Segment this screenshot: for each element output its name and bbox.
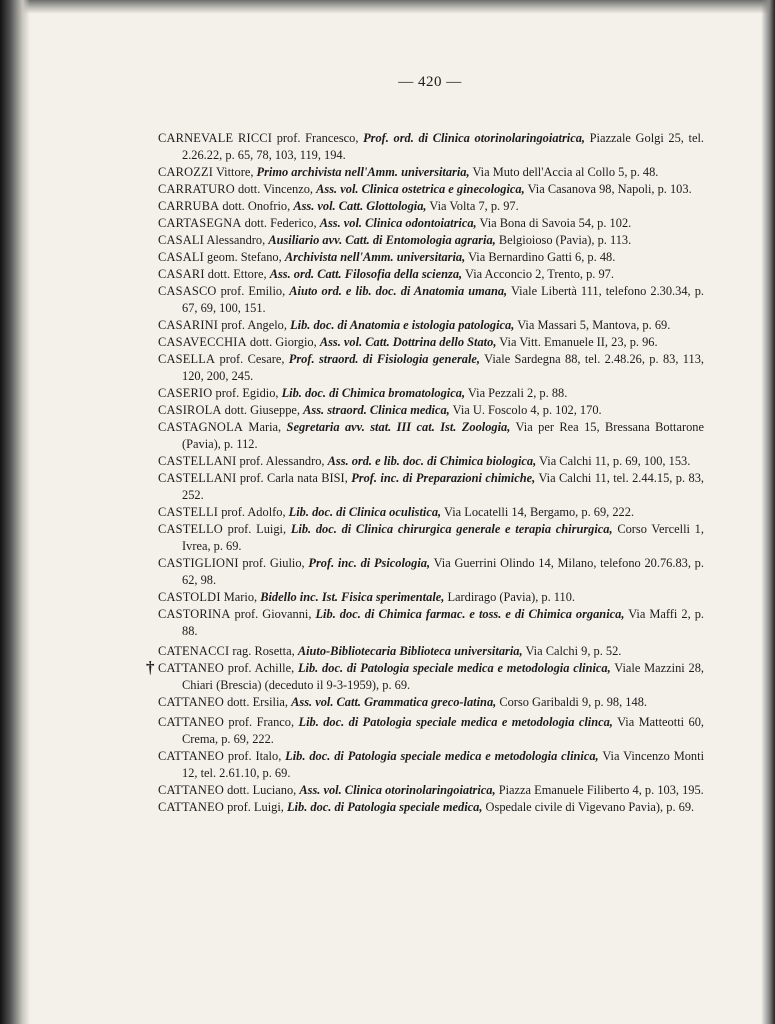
- directory-entry: [158, 130, 704, 164]
- entry-address: Belgioioso (Pavia), p. 113.: [495, 233, 632, 247]
- entry-person: prof. Franco,: [224, 715, 299, 729]
- entry-address: Via Volta 7, p. 97.: [426, 199, 519, 213]
- directory-entry: [158, 470, 704, 504]
- entry-surname: CASARINI: [158, 318, 219, 332]
- entry-position: Lib. doc. di Patologia speciale medica e metodologia clinca,: [298, 715, 613, 729]
- entry-position: Prof. straord. di Fisiologia generale,: [288, 352, 480, 366]
- directory-entry: [158, 419, 704, 453]
- entry-position: Lib. doc. di Chimica farmac. e toss. e di Chimica organica,: [315, 607, 625, 621]
- entry-surname: CARRATURO: [158, 182, 235, 196]
- entry-person: Alessandro,: [203, 233, 269, 247]
- entry-person: geom. Stefano,: [203, 250, 285, 264]
- entry-person: prof. Giovanni,: [230, 607, 316, 621]
- directory-entry: [158, 266, 704, 283]
- deceased-mark: †: [146, 658, 155, 677]
- entry-position: Ausiliario avv. Catt. di Entomologia agraria,: [268, 233, 496, 247]
- directory-entry: [158, 164, 704, 181]
- entry-surname: CATTANEO: [158, 783, 224, 797]
- directory-entry: [158, 402, 704, 419]
- entry-person: dott. Giorgio,: [246, 335, 320, 349]
- entry-surname: CATTANEO: [158, 800, 224, 814]
- entry-surname: CAROZZI: [158, 165, 214, 179]
- entry-person: prof. Luigi,: [224, 800, 287, 814]
- entry-address: Piazzale Golgi 25, tel. 2.26.22, p. 65, 78, 103, 119, 194.: [182, 131, 704, 162]
- directory-entry: [158, 643, 704, 660]
- directory-entry: [158, 249, 704, 266]
- entry-person: prof. Adolfo,: [218, 505, 289, 519]
- entry-position: Ass. vol. Clinica ostetrica e ginecologica,: [316, 182, 525, 196]
- directory-entry: [158, 283, 704, 317]
- entry-surname: CATENACCI: [158, 644, 230, 658]
- entry-surname: CASTORINA: [158, 607, 231, 621]
- entry-address: Via Vincenzo Monti 12, tel. 2.61.10, p. 69.: [182, 749, 705, 780]
- entry-person: prof. Emilio,: [216, 284, 290, 298]
- directory-entry: [158, 351, 704, 385]
- entry-person: prof. Luigi,: [222, 522, 291, 536]
- entry-surname: CASIROLA: [158, 403, 222, 417]
- directory-entry: [158, 799, 704, 816]
- entry-position: Segretaria avv. stat. III cat. Ist. Zoologia,: [286, 420, 511, 434]
- entry-address: Via Locatelli 14, Bergamo, p. 69, 222.: [441, 505, 635, 519]
- entry-person: dott. Giuseppe,: [221, 403, 304, 417]
- entry-position: Archivista nell'Amm. universitaria,: [284, 250, 466, 264]
- directory-entry: [158, 782, 704, 799]
- entry-person: prof. Egidio,: [212, 386, 282, 400]
- entry-surname: CASTAGNOLA: [158, 420, 243, 434]
- directory-entry: [158, 317, 704, 334]
- entry-address: Via U. Foscolo 4, p. 102, 170.: [449, 403, 602, 417]
- directory-entry: [158, 555, 704, 589]
- entry-person: prof. Francesco,: [272, 131, 364, 145]
- entry-surname: CARNEVALE RICCI: [158, 131, 273, 145]
- scan-binding-shadow: [0, 0, 30, 1024]
- entry-person: dott. Luciano,: [224, 783, 300, 797]
- entry-position: Ass. vol. Catt. Glottologia,: [293, 199, 427, 213]
- entry-surname: CASTELLO: [158, 522, 223, 536]
- entry-address: Via Massari 5, Mantova, p. 69.: [514, 318, 671, 332]
- entry-position: Bidello inc. Ist. Fisica sperimentale,: [260, 590, 445, 604]
- entry-address: Via Muto dell'Accia al Collo 5, p. 48.: [469, 165, 659, 179]
- entry-position: Lib. doc. di Patologia speciale medica,: [286, 800, 483, 814]
- entry-address: Piazza Emanuele Filiberto 4, p. 103, 195.: [495, 783, 704, 797]
- entry-address: Viale Libertà 111, telefono 2.30.34, p. 67, 69, 100, 151.: [182, 284, 704, 315]
- entry-surname: CATTANEO: [158, 695, 224, 709]
- entry-address: Via Calchi 11, tel. 2.44.15, p. 83, 252.: [182, 471, 704, 502]
- entry-surname: CASAVECCHIA: [158, 335, 247, 349]
- entry-person: prof. Italo,: [224, 749, 286, 763]
- entry-surname: CASTELLANI: [158, 454, 237, 468]
- entry-person: dott. Ettore,: [204, 267, 270, 281]
- entry-address: Via per Rea 15, Bressana Bottarone (Pavia), p. 112.: [182, 420, 704, 451]
- entry-surname: CASTOLDI: [158, 590, 221, 604]
- entry-position: Prof. inc. di Psicologia,: [308, 556, 431, 570]
- directory-entry: [158, 198, 704, 215]
- entry-position: Lib. doc. di Chimica bromatologica,: [281, 386, 466, 400]
- entry-surname: CASELLA: [158, 352, 216, 366]
- entry-position: Lib. doc. di Patologia speciale medica e metodologia clinica,: [285, 749, 599, 763]
- entry-surname: CASTELLANI: [158, 471, 237, 485]
- entry-address: Corso Garibaldi 9, p. 98, 148.: [496, 695, 647, 709]
- entry-address: Via Casanova 98, Napoli, p. 103.: [524, 182, 692, 196]
- entry-position: Lib. doc. di Clinica chirurgica generale e terapia chirurgica,: [290, 522, 613, 536]
- entry-address: Via Maffi 2, p. 88.: [182, 607, 704, 638]
- directory-entry: [158, 453, 704, 470]
- entry-address: Corso Vercelli 1, Ivrea, p. 69.: [182, 522, 704, 553]
- directory-entry: [158, 334, 704, 351]
- entry-position: Lib. doc. di Anatomia e istologia patologica,: [290, 318, 515, 332]
- entry-surname: CATTANEO: [158, 661, 224, 675]
- entry-person: prof. Alessandro,: [236, 454, 328, 468]
- entry-position: Aiuto ord. e lib. doc. di Anatomia umana,: [289, 284, 508, 298]
- entry-position: Ass. ord. Catt. Filosofia della scienza,: [269, 267, 463, 281]
- entry-surname: CASERIO: [158, 386, 213, 400]
- entry-surname: CASALI: [158, 250, 204, 264]
- entry-surname: CARRUBA: [158, 199, 220, 213]
- entry-person: prof. Angelo,: [218, 318, 291, 332]
- entry-surname: CARTASEGNA: [158, 216, 242, 230]
- directory-entry: [158, 589, 704, 606]
- entry-address: Via Bernardino Gatti 6, p. 48.: [465, 250, 616, 264]
- entry-surname: CASALI: [158, 233, 204, 247]
- entry-address: Via Bona di Savoia 54, p. 102.: [476, 216, 632, 230]
- entry-position: Primo archivista nell'Amm. universitaria,: [256, 165, 470, 179]
- entry-address: Via Acconcio 2, Trento, p. 97.: [462, 267, 614, 281]
- page-number: — 420 —: [398, 74, 462, 90]
- entry-address: Via Matteotti 60, Crema, p. 69, 222.: [182, 715, 704, 746]
- directory-entry: [158, 694, 704, 711]
- directory-entry: [158, 232, 704, 249]
- directory-entry-list: [146, 130, 705, 816]
- directory-entry: [146, 658, 704, 694]
- directory-entry: [158, 215, 704, 232]
- directory-entry: [158, 521, 704, 555]
- entry-position: Prof. inc. di Preparazioni chimiche,: [351, 471, 536, 485]
- entry-person: prof. Giulio,: [238, 556, 309, 570]
- entry-surname: CASASCO: [158, 284, 217, 298]
- entry-address: Via Calchi 9, p. 52.: [522, 644, 622, 658]
- entry-person: dott. Onofrio,: [219, 199, 294, 213]
- entry-person: rag. Rosetta,: [229, 644, 298, 658]
- entry-position: Aiuto-Bibliotecaria Biblioteca universitaria,: [297, 644, 523, 658]
- entry-person: Maria,: [243, 420, 287, 434]
- entry-position: Ass. vol. Catt. Dottrina dello Stato,: [319, 335, 497, 349]
- entry-person: dott. Federico,: [241, 216, 320, 230]
- directory-entry: [158, 714, 704, 748]
- entry-person: Mario,: [220, 590, 261, 604]
- directory-entry: [158, 181, 704, 198]
- entry-address: Via Calchi 11, p. 69, 100, 153.: [536, 454, 691, 468]
- entry-person: prof. Carla nata BISI,: [236, 471, 352, 485]
- directory-entry: [158, 385, 704, 402]
- scan-top-edge: [0, 0, 775, 14]
- entry-surname: CASARI: [158, 267, 205, 281]
- entry-address: Via Pezzali 2, p. 88.: [465, 386, 568, 400]
- entry-address: Lardirago (Pavia), p. 110.: [444, 590, 576, 604]
- entry-position: Ass. straord. Clinica medica,: [303, 403, 450, 417]
- entry-address: Viale Sardegna 88, tel. 2.48.26, p. 83, 113, 120, 200, 245.: [182, 352, 704, 383]
- entry-position: Lib. doc. di Clinica oculistica,: [288, 505, 442, 519]
- entry-person: dott. Ersilia,: [224, 695, 292, 709]
- directory-entry: [158, 504, 704, 521]
- entry-address: Via Guerrini Olindo 14, Milano, telefono 20.76.83, p. 62, 98.: [182, 556, 704, 587]
- entry-surname: CATTANEO: [158, 749, 224, 763]
- directory-entry: [158, 748, 704, 782]
- entry-position: Lib. doc. di Patologia speciale medica e metodologia clinica,: [297, 661, 611, 675]
- directory-entry: [158, 606, 704, 640]
- entry-position: Ass. vol. Catt. Grammatica greco-latina,: [291, 695, 497, 709]
- entry-surname: CASTIGLIONI: [158, 556, 239, 570]
- entry-position: Prof. ord. di Clinica otorinolaringoiatrica,: [363, 131, 586, 145]
- entry-position: Ass. vol. Clinica otorinolaringoiatrica,: [299, 783, 496, 797]
- entry-person: prof. Achille,: [224, 661, 298, 675]
- entry-address: Via Vitt. Emanuele II, 23, p. 96.: [496, 335, 658, 349]
- entry-surname: CASTELLI: [158, 505, 219, 519]
- entry-person: Vittore,: [213, 165, 257, 179]
- entry-surname: CATTANEO: [158, 715, 224, 729]
- entry-address: Viale Mazzini 28, Chiari (Brescia) (deceduto il 9-3-1959), p. 69.: [182, 661, 704, 692]
- entry-position: Ass. vol. Clinica odontoiatrica,: [319, 216, 477, 230]
- entry-address: Ospedale civile di Vigevano Pavia), p. 69.: [482, 800, 695, 814]
- entry-person: prof. Cesare,: [215, 352, 289, 366]
- scan-right-edge: [761, 0, 775, 1024]
- entry-person: dott. Vincenzo,: [234, 182, 317, 196]
- entry-position: Ass. ord. e lib. doc. di Chimica biologica,: [327, 454, 537, 468]
